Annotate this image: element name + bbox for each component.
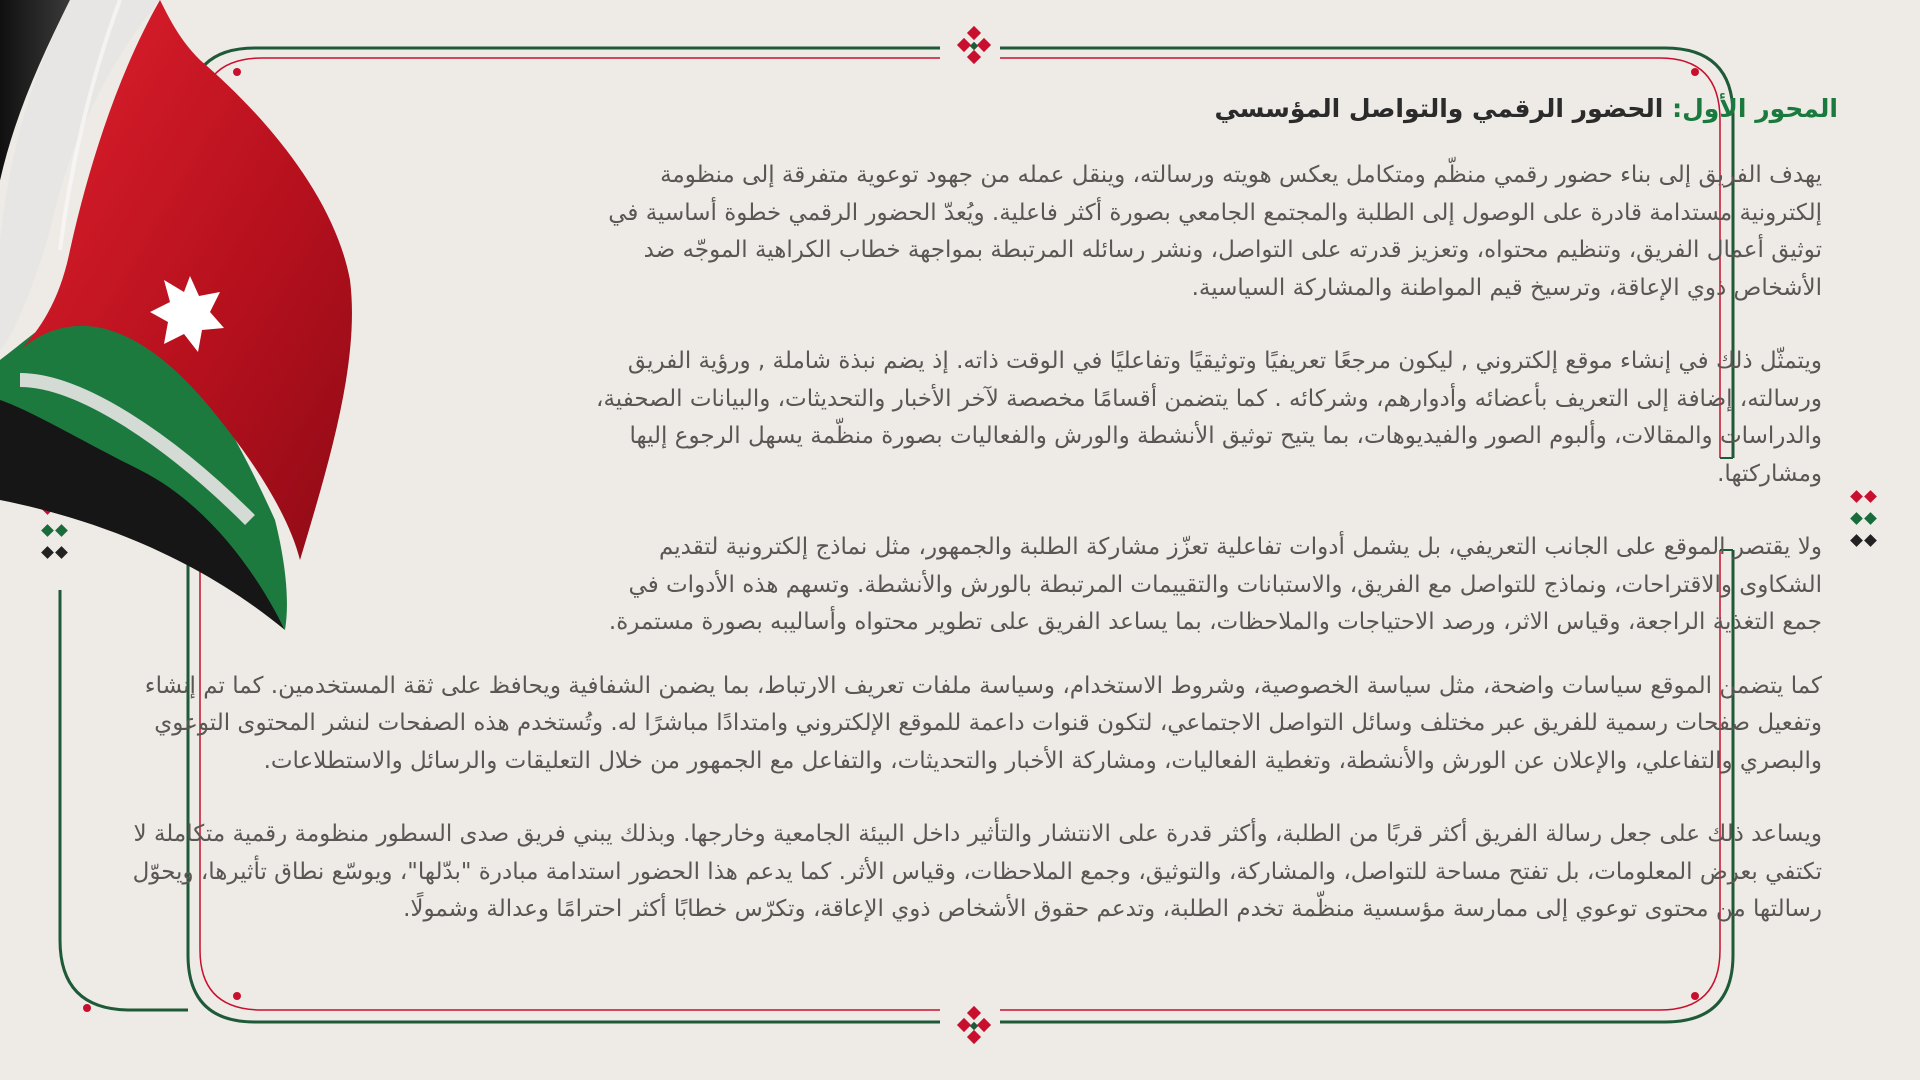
corner-dot (233, 992, 241, 1000)
paragraph-4: كما يتضمن الموقع سياسات واضحة، مثل سياسة الخصوصية، وشروط الاستخدام، وسياسة ملفات تعريف الارتباط، بما يضمن الشفافية ويحافظ على ثقة المستخدمين. كما تم إنشاء وتفعيل صفحات رسمية للفريق عبر مختلف وسائل التواصل الاجتماعي، لتكون قنوات داعمة للموقع الإلكتروني وامتدادًا مباشرًا له. وتُستخدم هذه الصفحات لنشر المحتوى التوعوي والبصري والتفاعلي، والإعلان عن الورش والأنشطة، وتغطية الفعاليات، ومشاركة الأخبار والتحديثات، والتفاعل مع الجمهور من خلال التعليقات والرسائل والاستطلاعات. (144, 672, 1822, 774)
diamond-ornament-icon (952, 24, 996, 72)
corner-dot (1691, 68, 1699, 76)
paragraph-3: ولا يقتصر الموقع على الجانب التعريفي، بل يشمل أدوات تفاعلية تعزّز مشاركة الطلبة والجمهور، مثل نماذج إلكترونية لتقديم الشكاوى والاقتراحات، ونماذج للتواصل مع الفريق، والاستبانات والتقييمات المرتبطة بالورش والأنشطة. وتسهم هذه الأدوات في جمع التغذية الراجعة، وقياس الاثر، ورصد الاحتياجات والملاحظات، بما يساعد الفريق على تطوير محتواه وأساليبه بصورة مستمرة. (608, 534, 1822, 635)
corner-dot (1691, 992, 1699, 1000)
paragraph-2: ويتمثّل ذلك في إنشاء موقع إلكتروني , ليكون مرجعًا تعريفيًا وتوثيقيًا وتفاعليًا في الوقت ذاته. إذ يضم نبذة شاملة , ورؤية الفريق ورسالته، إضافة إلى التعريف بأعضائه وأدوارهم، وشركائه . كما يتضمن أقسامًا مخصصة لآخر الأخبار والتحديثات، والبيانات الصحفية، والدراسات والمقالات، وألبوم الصور والفيديوهات، بما يتيح توثيق الأنشطة والورش والفعاليات بصورة منظّمة يسهل الرجوع إليها ومشاركتها. (596, 348, 1822, 487)
diamond-ornament-icon (952, 1004, 996, 1052)
paragraph-1: يهدف الفريق إلى بناء حضور رقمي منظّم ومتكامل يعكس هويته ورسالته، وينقل عمله من جهود توعوية متفرقة إلى منظومة إلكترونية مستدامة قادرة على الوصول إلى الطلبة والمجتمع الجامعي بصورة أكثر فاعلية. ويُعدّ الحضور الرقمي خطوة أساسية في توثيق أعمال الفريق، وتنظيم محتواه، وتعزيز قدرته على التواصل، ونشر رسائله المرتبطة بمواجهة خطاب الكراهية الموجّه ضد الأشخاص ذوي الإعاقة، وترسيخ قيم المواطنة والمشاركة السياسية. (608, 162, 1822, 301)
paragraph-5: ويساعد ذلك على جعل رسالة الفريق أكثر قربًا من الطلبة، وأكثر قدرة على الانتشار والتأثير داخل البيئة الجامعية وخارجها. وبذلك يبني فريق صدى السطور منظومة رقمية متكاملة لا تكتفي بعرض المعلومات، بل تفتح مساحة للتواصل، والمشاركة، والتوثيق، وجمع الملاحظات، وقياس الأثر. كما يدعم هذا الحضور استدامة مبادرة "بدّلها"، ويوسّع نطاق تأثيرها، ويحوّل رسالتها من محتوى توعوي إلى ممارسة مؤسسية منظّمة تخدم الطلبة، وتدعم حقوق الأشخاص ذوي الإعاقة، وتكرّس خطابًا أكثر احترامًا وعدالة وشمولًا. (132, 821, 1822, 922)
section-label: المحور الأول: (1672, 94, 1838, 123)
diamond-ornament-icon (1845, 488, 1885, 558)
document-body (90, 80, 1840, 980)
section-title: الحضور الرقمي والتواصل المؤسسي (1214, 94, 1664, 123)
section-heading (90, 94, 1840, 123)
corner-dot (83, 1004, 91, 1012)
